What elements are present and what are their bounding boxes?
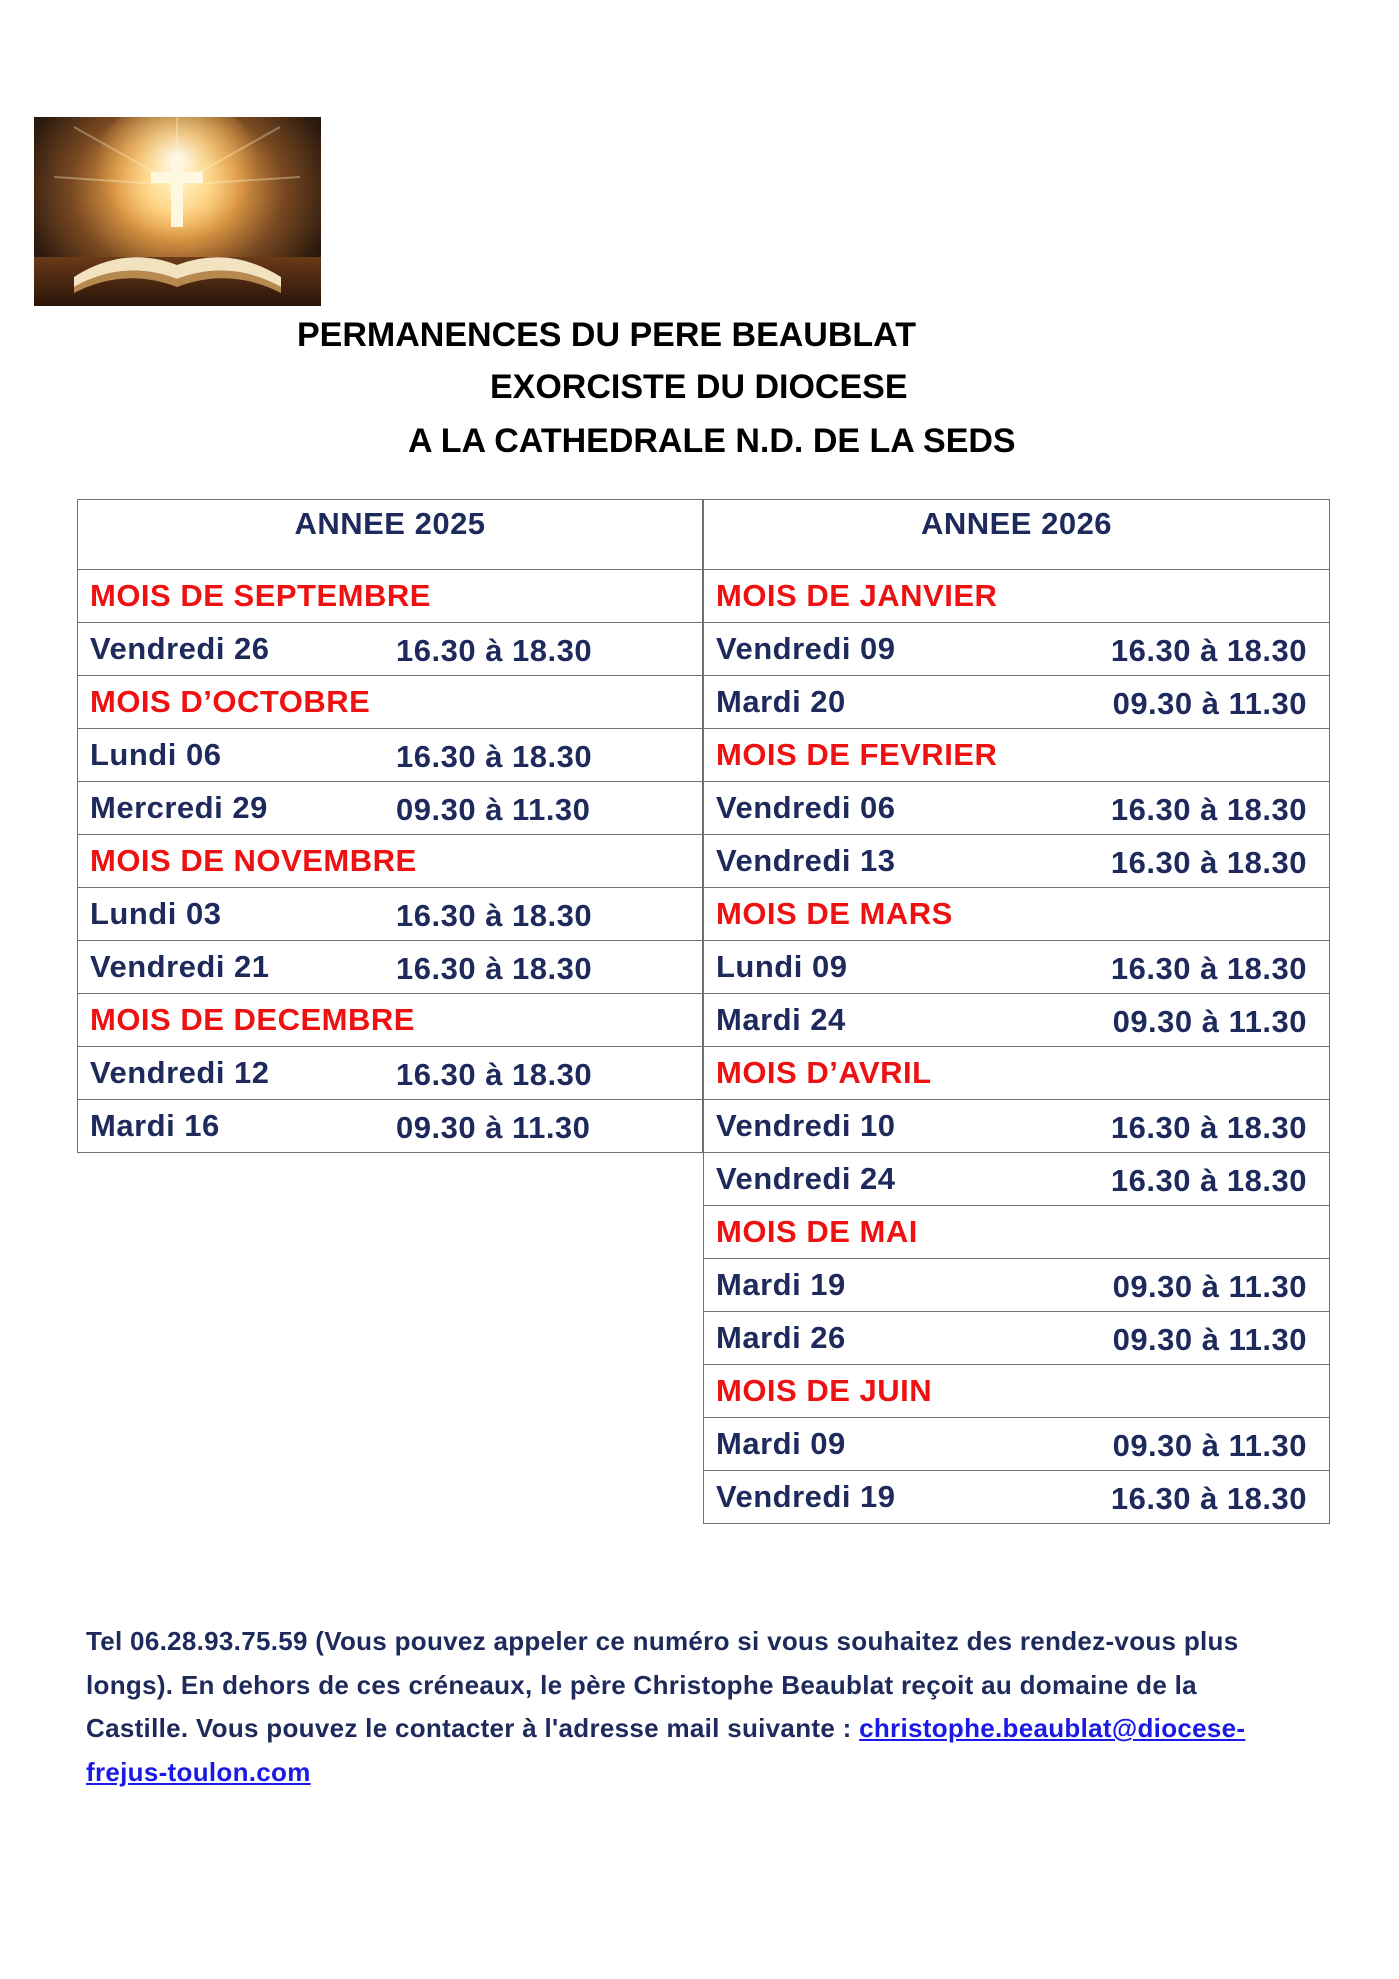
year-header-2026: ANNEE 2026: [704, 500, 1330, 570]
slot-row: [704, 994, 1330, 1047]
slot-row: [704, 1312, 1330, 1365]
month-label: MOIS DE NOVEMBRE: [78, 835, 703, 888]
slot-day: Mardi 20: [716, 684, 846, 719]
slot-row: [704, 1418, 1330, 1471]
slot-row: [78, 782, 703, 835]
slot-day: Lundi 03: [90, 896, 222, 931]
slot-time: 16.30 à 18.30: [1110, 633, 1307, 668]
bible-cross-photo: [34, 117, 321, 306]
schedule-table-2025: [77, 499, 703, 1153]
slot-row: [704, 1153, 1330, 1206]
slot-day: Vendredi 19: [716, 1479, 896, 1514]
slot-row: [704, 1471, 1330, 1524]
slot-row: [78, 1100, 703, 1153]
slot-day: Vendredi 26: [90, 631, 270, 666]
slot-day: Vendredi 09: [716, 631, 896, 666]
slot-day: Mardi 16: [90, 1108, 220, 1143]
slot-time: 16.30 à 18.30: [1110, 1481, 1307, 1516]
month-label: MOIS DE JUIN: [704, 1365, 1330, 1418]
slot-day: Vendredi 24: [716, 1161, 896, 1196]
slot-time: 16.30 à 18.30: [1110, 845, 1307, 880]
slot-time: 09.30 à 11.30: [1112, 1428, 1307, 1463]
slot-day: Mardi 09: [716, 1426, 846, 1461]
slot-day: Mercredi 29: [90, 790, 268, 825]
slot-day: Mardi 24: [716, 1002, 846, 1037]
slot-row: [704, 676, 1330, 729]
slot-row: [78, 941, 703, 994]
schedule-table-2026: [703, 499, 1330, 1524]
month-label: MOIS DE FEVRIER: [704, 729, 1330, 782]
slot-row: [78, 888, 703, 941]
slot-day: Mardi 19: [716, 1267, 846, 1302]
slot-day: Vendredi 21: [90, 949, 270, 984]
title-line-1: PERMANENCES DU PERE BEAUBLAT: [297, 316, 916, 354]
slot-day: Lundi 06: [90, 737, 222, 772]
slot-time: 09.30 à 11.30: [1112, 1004, 1307, 1039]
slot-day: Vendredi 13: [716, 843, 896, 878]
slot-time: 16.30 à 18.30: [396, 739, 593, 774]
slot-time: 09.30 à 11.30: [396, 1110, 591, 1145]
contact-paragraph: [86, 1620, 1266, 1794]
slot-time: 16.30 à 18.30: [396, 951, 593, 986]
year-header-2025: ANNEE 2025: [78, 500, 703, 570]
month-label: MOIS DE JANVIER: [704, 570, 1330, 623]
slot-row: [704, 782, 1330, 835]
slot-row: [704, 835, 1330, 888]
slot-row: [704, 941, 1330, 994]
slot-row: [704, 1259, 1330, 1312]
contact-text: Tel 06.28.93.75.59 (Vous pouvez appeler ce numéro si vous souhaitez des rendez-vous plus longs). En dehors de ces créneaux, le père Christophe Beaublat reçoit au domaine de la Castille. Vous pouvez le contacter à l'adresse mail suivante :: [86, 1626, 1239, 1743]
slot-time: 09.30 à 11.30: [396, 792, 591, 827]
slot-day: Vendredi 12: [90, 1055, 270, 1090]
bible-cross-illustration: [34, 117, 321, 306]
slot-time: 16.30 à 18.30: [396, 1057, 593, 1092]
slot-row: [78, 729, 703, 782]
slot-time: 09.30 à 11.30: [1112, 1322, 1307, 1357]
month-label: MOIS D’AVRIL: [704, 1047, 1330, 1100]
title-line-2: EXORCISTE DU DIOCESE: [490, 368, 908, 406]
slot-row: [78, 623, 703, 676]
slot-day: Vendredi 06: [716, 790, 896, 825]
email-link[interactable]: christophe.beaublat@diocese-frejus-toulon.com: [86, 1713, 1246, 1787]
month-label: MOIS DE SEPTEMBRE: [78, 570, 703, 623]
slot-time: 16.30 à 18.30: [1110, 1110, 1307, 1145]
month-label: MOIS DE MAI: [704, 1206, 1330, 1259]
month-label: MOIS DE MARS: [704, 888, 1330, 941]
slot-row: [78, 1047, 703, 1100]
slot-time: 09.30 à 11.30: [1112, 1269, 1307, 1304]
slot-time: 09.30 à 11.30: [1112, 686, 1307, 721]
slot-row: [704, 1100, 1330, 1153]
slot-time: 16.30 à 18.30: [396, 898, 593, 933]
slot-time: 16.30 à 18.30: [1110, 951, 1307, 986]
slot-day: Vendredi 10: [716, 1108, 896, 1143]
slot-row: [704, 623, 1330, 676]
month-label: MOIS D’OCTOBRE: [78, 676, 703, 729]
slot-day: Lundi 09: [716, 949, 848, 984]
slot-time: 16.30 à 18.30: [1110, 1163, 1307, 1198]
slot-time: 16.30 à 18.30: [1110, 792, 1307, 827]
slot-day: Mardi 26: [716, 1320, 846, 1355]
slot-time: 16.30 à 18.30: [396, 633, 593, 668]
title-line-3: A LA CATHEDRALE N.D. DE LA SEDS: [408, 422, 1016, 460]
month-label: MOIS DE DECEMBRE: [78, 994, 703, 1047]
